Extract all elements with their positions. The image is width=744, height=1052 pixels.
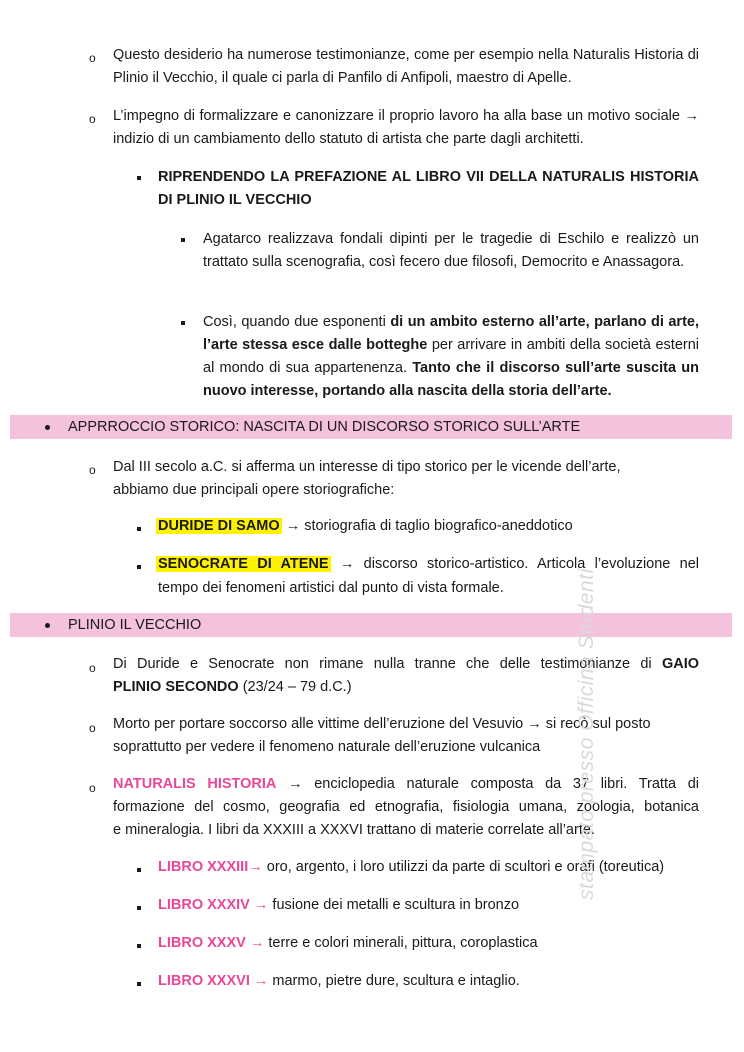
book-label: LIBRO XXXIV xyxy=(158,897,250,913)
gaio-text-a: Di Duride e Senocrate non rimane nulla tranne che delle testimonianze di xyxy=(113,656,662,672)
cosi-text-d: Tanto che il discorso sull’arte suscita un nuovo interesse, portando alla nascita della storia dell’arte. xyxy=(203,360,699,399)
item-senocrate-line2: tempo dei fenomeni artistici dal punto di vista formale. xyxy=(158,580,504,596)
square-bullet-icon xyxy=(137,906,141,910)
square-bullet-icon xyxy=(137,565,141,569)
book-text: fusione dei metalli e scultura in bronzo xyxy=(268,897,520,913)
section-heading-approccio xyxy=(68,415,580,439)
circle-bullet-icon: o xyxy=(89,721,96,735)
paragraph-cosi xyxy=(203,311,699,403)
duride-label: DURIDE DI SAMO xyxy=(158,518,280,534)
book-label: LIBRO XXXVI xyxy=(158,973,250,989)
paragraph-morto-line2: soprattutto per vedere il fenomeno naturale dell’eruzione vulcanica xyxy=(113,739,541,755)
gaio-text-b: GAIO xyxy=(661,656,699,672)
paragraph-testimonianze: Questo desiderio ha numerose testimonianze, come per esempio nella Naturalis Historia di Plinio il Vecchio, il quale ci parla di Panfilo di Anfipoli, maestro di Apelle. xyxy=(113,47,699,86)
book-label: LIBRO XXXIII xyxy=(158,859,249,875)
arrow-icon: → xyxy=(527,716,542,732)
arrow-icon: → xyxy=(253,973,269,989)
paragraph-morto xyxy=(113,713,651,736)
book-text: oro, argento, i loro utilizzi da parte di scultori e orafi (toreutica) xyxy=(262,859,665,875)
impegno-text-a: L’impegno di formalizzare e canonizzare il pro xyxy=(113,108,411,124)
square-bullet-icon xyxy=(137,868,141,872)
approccio-label: APPRROCCIO STORICO xyxy=(68,419,236,435)
square-bullet-icon xyxy=(137,176,141,180)
square-bullet-icon xyxy=(181,321,185,325)
morto-text-a: Morto per portare soccorso alle vittime dell’eruzione del Vesuvio xyxy=(113,716,528,732)
cosi-text-a: Così, quando due esponenti xyxy=(203,314,391,330)
square-bullet-icon xyxy=(137,527,141,531)
circle-bullet-icon: o xyxy=(89,463,96,477)
cosi-text-c: per arrivare in ambiti della società esterni al mondo di sua appartenenza. xyxy=(203,337,699,376)
approccio-subtitle: : NASCITA DI UN DISCORSO STORICO SULL’ARTE xyxy=(235,419,581,435)
dot-bullet-icon xyxy=(45,425,50,430)
book-item-xxxiv xyxy=(158,894,519,917)
arrow-icon: → xyxy=(248,859,263,875)
paragraph-iii-secolo-line2: abbiamo due principali opere storiografiche: xyxy=(113,482,395,498)
iii-text-b: di tipo storico per le vicende dell’arte, xyxy=(377,459,621,475)
item-duride xyxy=(156,515,573,538)
paragraph-naturalis-historia-line2: formazione del cosmo, geografia ed etnografia, fisiologia umana, zoologia, botanica xyxy=(113,799,699,815)
impegno-text-b: prio lavoro ha alla base un motivo sociale xyxy=(410,108,680,124)
gaio-name: PLINIO SECONDO xyxy=(113,679,239,695)
book-text: marmo, pietre dure, scultura e intaglio. xyxy=(268,973,520,989)
senocrate-text-a: discorso storico-artistico. Articola xyxy=(354,556,595,572)
square-bullet-icon xyxy=(181,238,185,242)
impegno-text-c: indizio di un cambiamento dello statuto di artista che parte dagli architetti. xyxy=(113,131,584,147)
paragraph-naturalis-historia xyxy=(113,773,699,796)
book-text: terre e colori minerali, pittura, coroplastica xyxy=(264,935,538,951)
arrow-icon: → xyxy=(249,935,265,951)
gaio-dates: (23/24 – 79 d.C.) xyxy=(238,679,352,695)
book-item-xxxvi xyxy=(158,970,520,993)
morto-text-b: si recò sul posto xyxy=(541,716,651,732)
paragraph-gaio-plinio-line2 xyxy=(113,676,352,699)
paragraph-impegno xyxy=(113,105,699,151)
paragraph-gaio-plinio xyxy=(113,653,699,676)
heading-prefazione: RIPRENDENDO LA PREFAZIONE AL LIBRO VII DELLA NATURALIS HISTORIA DI PLINIO IL VECCHIO xyxy=(158,169,699,208)
circle-bullet-icon: o xyxy=(89,661,96,675)
arrow-icon: → xyxy=(253,897,269,913)
arrow-icon: → xyxy=(684,108,700,124)
dot-bullet-icon xyxy=(45,623,50,628)
senocrate-label: SENOCRATE DI ATENE xyxy=(158,556,329,572)
duride-text: storiografia di taglio biografico-aneddotico xyxy=(300,518,573,534)
circle-bullet-icon: o xyxy=(89,51,96,65)
book-item-xxxv xyxy=(158,932,538,955)
arrow-icon: → xyxy=(339,556,355,572)
iii-text-a: Dal III secolo a.C. si afferma un interesse xyxy=(113,459,378,475)
naturalis-text-a: enciclopedia naturale composta da 37 libri. Tratta di xyxy=(302,776,699,792)
paragraph-iii-secolo xyxy=(113,456,699,479)
circle-bullet-icon: o xyxy=(89,112,96,126)
naturalis-historia-label: NATURALIS HISTORIA xyxy=(113,776,277,792)
square-bullet-icon xyxy=(137,982,141,986)
arrow-icon: → xyxy=(288,776,303,792)
book-label: LIBRO XXXV xyxy=(158,935,246,951)
cosi-text-b: di un ambito esterno all’arte, parlano di arte, l’arte stessa esce dalle botteghe xyxy=(203,314,699,353)
section-heading-plinio: PLINIO IL VECCHIO xyxy=(68,617,202,633)
circle-bullet-icon: o xyxy=(89,781,96,795)
senocrate-text-b: l’evoluzione nel xyxy=(594,556,700,572)
square-bullet-icon xyxy=(137,944,141,948)
paragraph-agatarco: Agatarco realizzava fondali dipinti per le tragedie di Eschilo e realizzò un trattato sulla scenografia, così fecero due filosofi, Democrito e Anassagora. xyxy=(203,231,699,270)
paragraph-naturalis-historia-line3: e mineralogia. I libri da XXXIII a XXXVI trattano di materie correlate all’arte. xyxy=(113,822,595,838)
item-senocrate xyxy=(156,553,699,576)
watermark: stampato presso Officina Studenti xyxy=(575,568,598,900)
arrow-icon: → xyxy=(285,518,301,534)
